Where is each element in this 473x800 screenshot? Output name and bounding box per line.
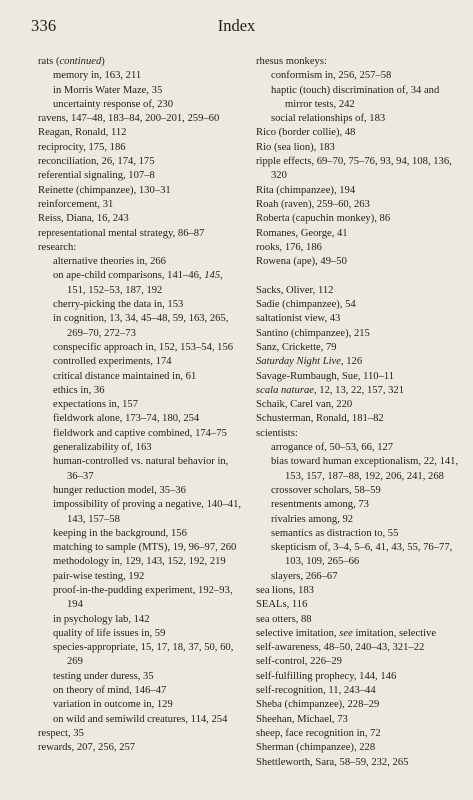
index-text: conformism in, 256, 257–58 xyxy=(271,70,392,82)
index-entry xyxy=(256,684,460,698)
index-entry xyxy=(256,613,460,627)
index-entry xyxy=(256,370,460,384)
index-entry xyxy=(38,169,243,183)
index-text: selective imitation, xyxy=(256,627,340,639)
index-text: proof-in-the-pudding experiment, 192–93, 194 xyxy=(53,584,233,611)
index-text: social relationships of, 183 xyxy=(271,113,386,125)
index-text: Romanes, George, 41 xyxy=(256,227,348,239)
index-text: scientists: xyxy=(256,427,298,439)
index-text: sea otters, 88 xyxy=(256,613,312,625)
index-entry xyxy=(256,641,460,655)
index-entry xyxy=(38,241,243,255)
index-entry xyxy=(256,227,460,241)
index-text: reinforcement, 31 xyxy=(38,198,114,210)
index-subentry xyxy=(256,69,460,83)
index-text: fieldwork alone, 173–74, 180, 254 xyxy=(53,413,200,425)
index-text: SEALs, 116 xyxy=(256,599,308,611)
index-text: Rita (chimpanzee), 194 xyxy=(256,184,356,196)
index-subentry xyxy=(38,269,243,298)
index-subentry xyxy=(38,98,243,112)
index-text: Shettleworth, Sara, 58–59, 232, 265 xyxy=(256,756,409,768)
index-text: human-controlled vs. natural behavior in, 36–37 xyxy=(53,456,229,482)
index-text: sheep, face recognition in, 72 xyxy=(256,727,381,739)
index-entry xyxy=(256,141,460,155)
index-subentry xyxy=(256,527,460,541)
index-text: Rowena (ape), 49–50 xyxy=(256,256,347,268)
index-text: Santino (chimpanzee), 215 xyxy=(256,327,370,339)
index-text: testing under duress, 35 xyxy=(53,670,154,682)
index-entry xyxy=(256,355,460,369)
index-text: pair-wise testing, 192 xyxy=(53,570,145,582)
index-subentry xyxy=(38,584,243,613)
index-text: keeping in the background, 156 xyxy=(53,527,187,539)
index-text: skepticism of, 3–4, 5–6, 41, 43, 55, 76–77, 103, 109, 265–66 xyxy=(271,542,453,568)
index-text: ethics in, 36 xyxy=(53,384,105,396)
index-subentry xyxy=(38,498,243,527)
index-subentry xyxy=(38,698,243,712)
index-entry xyxy=(256,241,460,255)
index-text: fieldwork and captive combined, 174–75 xyxy=(53,427,227,439)
index-entry xyxy=(38,155,243,169)
index-entry xyxy=(256,212,460,226)
index-subentry xyxy=(256,513,460,527)
index-subentry xyxy=(38,484,243,498)
index-text: rooks, 176, 186 xyxy=(256,241,322,253)
index-text: crossover scholars, 58–59 xyxy=(271,484,381,496)
index-subentry xyxy=(38,427,243,441)
index-entry xyxy=(256,713,460,727)
index-column-right xyxy=(256,55,460,770)
index-text: rivalries among, 92 xyxy=(271,513,354,525)
index-text: critical distance maintained in, 61 xyxy=(53,370,197,382)
index-subentry xyxy=(38,255,243,269)
index-text: ) xyxy=(101,56,105,67)
index-text: rhesus monkeys: xyxy=(256,56,327,67)
index-text: Roberta (capuchin monkey), 86 xyxy=(256,213,391,225)
index-subentry xyxy=(38,641,243,670)
index-subentry xyxy=(38,312,243,341)
index-subentry xyxy=(256,541,460,570)
index-subentry xyxy=(256,84,460,113)
index-text: saltationist view, 43 xyxy=(256,313,341,325)
index-text-italic: Saturday Night Live xyxy=(256,356,341,368)
index-subentry xyxy=(38,384,243,398)
index-entry xyxy=(38,112,243,126)
index-text: self-control, 226–29 xyxy=(256,656,342,668)
index-text: self-awareness, 48–50, 240–43, 321–22 xyxy=(256,642,425,654)
index-text: reconciliation, 26, 174, 175 xyxy=(38,156,155,168)
index-text: Sheba (chimpanzee), 228–29 xyxy=(256,699,380,711)
index-text: rewards, 207, 256, 257 xyxy=(38,742,136,754)
index-subentry xyxy=(38,527,243,541)
index-entry xyxy=(256,398,460,412)
index-entry xyxy=(38,727,243,741)
index-subentry xyxy=(38,713,243,727)
index-text: matching to sample (MTS), 19, 96–97, 260 xyxy=(53,542,237,554)
index-subentry xyxy=(38,298,243,312)
index-subentry xyxy=(38,69,243,83)
index-text: arrogance of, 50–53, 66, 127 xyxy=(271,442,394,454)
index-text: imitation, selective xyxy=(352,627,437,639)
index-text: Rio (sea lion), 183 xyxy=(256,141,335,153)
index-subentry xyxy=(38,84,243,98)
index-text: in Morris Water Maze, 35 xyxy=(53,84,163,96)
index-entry xyxy=(256,598,460,612)
index-subentry xyxy=(256,498,460,512)
index-text: respect, 35 xyxy=(38,727,84,739)
running-head: Index xyxy=(217,16,256,35)
index-subentry xyxy=(38,398,243,412)
index-text: bias toward human exceptionalism, 22, 141, 153, 157, 187–88, 192, 206, 241, 268 xyxy=(271,456,459,482)
index-entry xyxy=(256,298,460,312)
index-text: Rico (border collie), 48 xyxy=(256,127,356,139)
index-text: slayers, 266–67 xyxy=(271,570,338,582)
index-text: species-appropriate, 15, 17, 18, 37, 50, 60, 269 xyxy=(53,642,234,668)
index-subentry xyxy=(38,412,243,426)
index-text: cherry-picking the data in, 153 xyxy=(53,299,184,311)
index-text: sea lions, 183 xyxy=(256,584,314,596)
index-text: Schaik, Carel van, 220 xyxy=(256,399,353,411)
index-text: controlled experiments, 174 xyxy=(53,356,172,368)
index-text: Sacks, Oliver, 112 xyxy=(256,284,334,296)
index-text: , 151, 152–53, 187, 192 xyxy=(67,270,223,296)
index-subentry xyxy=(256,441,460,455)
index-text: quality of life issues in, 59 xyxy=(53,627,166,639)
index-entry xyxy=(256,427,460,441)
index-text-italic: continued xyxy=(59,56,102,67)
index-entry xyxy=(256,727,460,741)
index-text: Savage-Rumbaugh, Sue, 110–11 xyxy=(256,370,395,382)
index-subentry xyxy=(256,112,460,126)
index-text: variation in outcome in, 129 xyxy=(53,699,173,711)
index-entry xyxy=(256,627,460,641)
index-subentry xyxy=(38,541,243,555)
index-entry xyxy=(38,126,243,140)
index-text: rats ( xyxy=(38,56,60,67)
index-text: reciprocity, 175, 186 xyxy=(38,141,126,153)
index-entry xyxy=(256,756,460,770)
index-entry xyxy=(38,141,243,155)
index-text: conspecific approach in, 152, 153–54, 156 xyxy=(53,341,234,353)
index-text: ripple effects, 69–70, 75–76, 93, 94, 108, 136, 320 xyxy=(256,156,452,182)
index-subentry xyxy=(38,555,243,569)
index-text: self-fulfilling prophecy, 144, 146 xyxy=(256,670,397,682)
index-subentry xyxy=(256,484,460,498)
index-text: Sheehan, Michael, 73 xyxy=(256,713,348,725)
index-subentry xyxy=(38,441,243,455)
index-text-italic: scala naturae xyxy=(256,384,314,396)
index-text: generalizability of, 163 xyxy=(53,442,152,454)
index-column-left xyxy=(38,55,243,756)
index-entry xyxy=(256,312,460,326)
index-text: haptic (touch) discrimination of, 34 and mirror tests, 242 xyxy=(271,84,440,110)
index-subentry xyxy=(38,613,243,627)
index-subentry xyxy=(38,670,243,684)
index-entry xyxy=(256,341,460,355)
index-entry xyxy=(256,698,460,712)
index-entry xyxy=(256,55,460,69)
index-text: impossibility of proving a negative, 140–41, 143, 157–58 xyxy=(53,499,242,525)
index-subentry xyxy=(256,570,460,584)
index-entry xyxy=(256,255,460,269)
index-text: in cognition, 13, 34, 45–48, 59, 163, 265, 269–70, 272–73 xyxy=(53,313,229,339)
index-text: self-recognition, 11, 243–44 xyxy=(256,685,376,697)
index-text: Schusterman, Ronald, 181–82 xyxy=(256,413,384,425)
index-entry xyxy=(256,155,460,184)
index-text: Sanz, Crickette, 79 xyxy=(256,341,337,353)
index-text: on wild and semiwild creatures, 114, 254 xyxy=(53,713,228,725)
index-text: resentments among, 73 xyxy=(271,499,369,511)
page-number: 336 xyxy=(31,16,57,35)
index-entry xyxy=(38,198,243,212)
index-entry xyxy=(256,741,460,755)
index-text: ravens, 147–48, 183–84, 200–201, 259–60 xyxy=(38,113,220,125)
index-text: uncertainty response of, 230 xyxy=(53,98,174,110)
index-entry xyxy=(38,741,243,755)
index-subentry xyxy=(38,570,243,584)
index-text: , 12, 13, 22, 157, 321 xyxy=(313,384,405,396)
index-subentry xyxy=(38,627,243,641)
index-text: memory in, 163, 211 xyxy=(53,70,142,82)
index-subentry xyxy=(38,341,243,355)
index-subentry xyxy=(38,684,243,698)
index-entry xyxy=(256,670,460,684)
index-entry xyxy=(256,384,460,398)
index-entry xyxy=(256,412,460,426)
index-text: referential signaling, 107–8 xyxy=(38,170,155,182)
index-text: Sherman (chimpanzee), 228 xyxy=(256,742,376,754)
index-text: in psychology lab, 142 xyxy=(53,613,150,625)
index-text-italic: see xyxy=(339,627,353,639)
index-text: Reagan, Ronald, 112 xyxy=(38,127,127,139)
index-subentry xyxy=(38,370,243,384)
index-text: representational mental strategy, 86–87 xyxy=(38,227,205,239)
index-entry xyxy=(38,55,243,69)
index-entry xyxy=(256,284,460,298)
index-text: research: xyxy=(38,241,77,253)
index-entry xyxy=(38,184,243,198)
index-text: on theory of mind, 146–47 xyxy=(53,685,167,697)
index-text-italic: 145 xyxy=(204,270,221,282)
index-entry xyxy=(256,655,460,669)
index-text: Reiss, Diana, 16, 243 xyxy=(38,213,129,225)
index-text: hunger reduction model, 35–36 xyxy=(53,484,186,496)
index-text: Reinette (chimpanzee), 130–31 xyxy=(38,184,171,196)
index-entry xyxy=(38,227,243,241)
index-entry xyxy=(256,584,460,598)
index-entry xyxy=(38,212,243,226)
index-text: Roah (raven), 259–60, 263 xyxy=(256,198,370,210)
index-text: , 126 xyxy=(340,356,363,368)
index-text: on ape-child comparisons, 141–46, xyxy=(53,270,205,282)
index-text: alternative theories in, 266 xyxy=(53,256,166,268)
index-entry xyxy=(256,184,460,198)
index-text: expectations in, 157 xyxy=(53,399,139,411)
index-entry xyxy=(256,198,460,212)
index-entry xyxy=(256,126,460,140)
index-subentry xyxy=(38,455,243,484)
index-subentry xyxy=(256,455,460,484)
index-text: Sadie (chimpanzee), 54 xyxy=(256,299,356,311)
index-text: methodology in, 129, 143, 152, 192, 219 xyxy=(53,556,226,568)
index-text: semantics as distraction to, 55 xyxy=(271,527,399,539)
index-entry xyxy=(256,327,460,341)
index-subentry xyxy=(38,355,243,369)
